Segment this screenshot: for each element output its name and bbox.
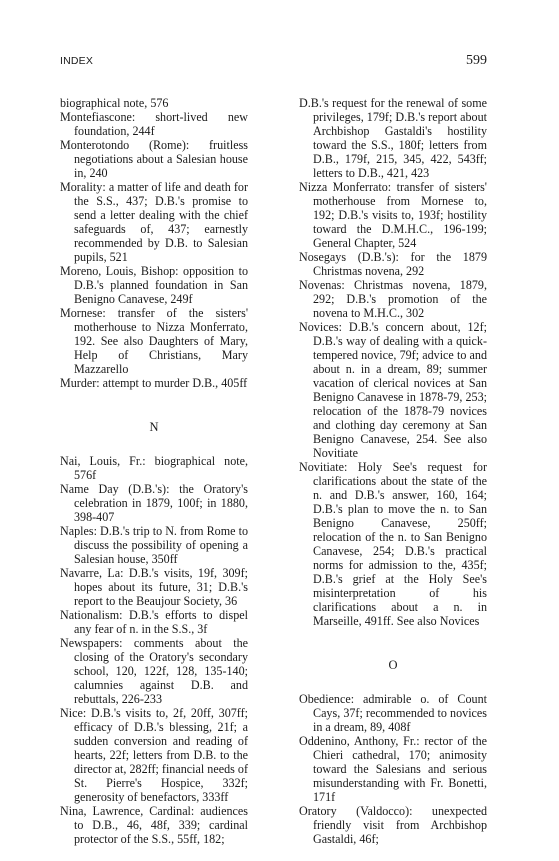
section-letter-o: O [388,658,398,672]
index-entry: Murder: attempt to murder D.B., 405ff [60,376,248,390]
right-column [299,96,487,846]
index-entry: Oratory (Valdocco): unexpected friendly visit from Archbishop Gastaldi, 46f; [299,804,487,846]
index-entry: Morality: a matter of life and death for the S.S., 437; D.B.'s promise to send a letter dealing with the chief safeguards of, 437; earnestly recommended by D.B. to Salesian pupils, 521 [60,180,248,264]
index-entry: Navarre, La: D.B.'s visits, 19f, 309f; hopes about its future, 31; D.B.'s report to the Beaujour Society, 36 [60,566,248,608]
index-entry: Novices: D.B.'s concern about, 12f; D.B.'s way of dealing with a quick-tempered novice, 79f; advice to and about n. in a dream, 89; summer vacation of clerical novices at San Benigno Canavese in 1878-79, 253; relocation of the 1878-79 novices and clothing day ceremony at San Benigno Canavese, 254. See also Novitiate [299,320,487,460]
index-entry: Nina, Lawrence, Cardinal: audiences to D.B., 46, 48f, 339; cardinal protector of the S.S., 55ff, 182; [60,804,248,846]
index-entry: Moreno, Louis, Bishop: opposition to D.B.'s planned foundation in San Benigno Canavese, 249f [60,264,248,306]
left-column [60,96,248,846]
index-entry: biographical note, 576 [60,96,169,110]
section-letter-n: N [149,420,159,434]
index-entry: Mornese: transfer of the sisters' motherhouse to Nizza Monferrato, 192. See also Daughters of Mary, Help of Christians, Mary Mazzarello [60,306,248,376]
index-entry: Newspapers: comments about the closing of the Oratory's secondary school, 120, 122f, 128, 135-140; calumnies against D.B. and rebuttals, 226-233 [60,636,248,706]
index-entry: Nationalism: D.B.'s efforts to dispel any fear of n. in the S.S., 3f [60,608,248,636]
index-entry: Nice: D.B.'s visits to, 2f, 20ff, 307ff; efficacy of D.B.'s blessing, 21f; a sudden conversion and reading of hearts, 22f; letters from D.B. to the director at, 282ff; financial needs of St. Pierre's Hospice, 332f; generosity of benefactors, 333ff [60,706,248,804]
index-entry: Nosegays (D.B.'s): for the 1879 Christmas novena, 292 [299,250,487,278]
index-entry: Obedience: admirable o. of Count Cays, 37f; recommended to novices in a dream, 89, 408f [299,692,487,734]
index-entry: D.B.'s request for the renewal of some privileges, 179f; D.B.'s report about Archbishop Gastaldi's hostility toward the S.S., 180f; letters from D.B., 179f, 215, 345, 422, 543ff; letters to D.B., 421, 423 [299,96,487,180]
page-number: 599 [466,53,487,68]
index-entry: Nizza Monferrato: transfer of sisters' motherhouse from Mornese to, 192; D.B.'s visits to, 193f; hostility toward the D.M.H.C., 196-199; General Chapter, 524 [299,180,487,250]
page-header [60,53,487,69]
index-entry: Monterotondo (Rome): fruitless negotiations about a Salesian house in, 240 [60,138,248,180]
index-entry: Name Day (D.B.'s): the Oratory's celebration in 1879, 100f; in 1880, 398-407 [60,482,248,524]
index-entry: Oddenino, Anthony, Fr.: rector of the Chieri cathedral, 170; animosity toward the Salesians and serious misunderstanding with Fr. Bonetti, 171f [299,734,487,804]
index-entry: Montefiascone: short-lived new foundation, 244f [60,110,248,138]
index-entry: Naples: D.B.'s trip to N. from Rome to discuss the possibility of opening a Salesian house, 350ff [60,524,248,566]
index-entry: Nai, Louis, Fr.: biographical note, 576f [60,454,248,482]
index-entry: Novitiate: Holy See's request for clarifications about the state of the n. and D.B.'s answer, 160, 164; D.B.'s plan to move the n. to San Benigno Canavese, 250ff; relocation of the n. to San Benigno Canavese, 254; D.B.'s practical norms for admission to the, 435f; D.B.'s grief at the Holy See's misinterpretation of his clarifications about a n. in Marseille, 491ff. See also Novices [299,460,487,628]
index-entry: Novenas: Christmas novena, 1879, 292; D.B.'s promotion of the novena to M.H.C., 302 [299,278,487,320]
running-head: INDEX [60,55,94,67]
